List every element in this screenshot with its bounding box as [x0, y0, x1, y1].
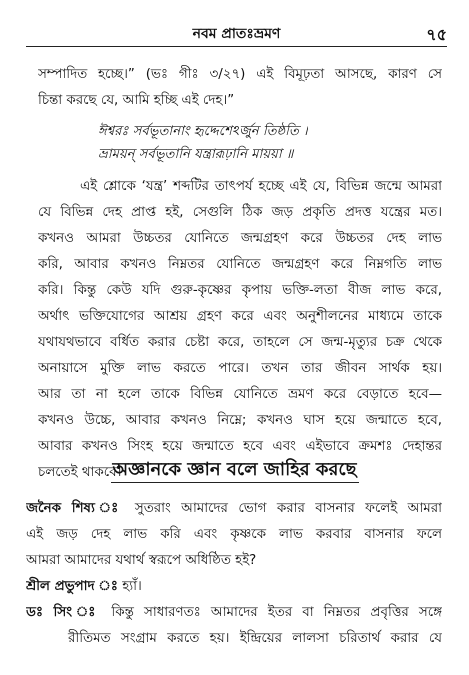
intro-line-1: সম্পাদিত হচ্ছে।” (ভঃ গীঃ ৩/২৭) এই বিমূঢ়তা আসছে, কারণ সে — [38, 67, 442, 82]
dialogue-line: রীতিমত সংগ্রাম করতে হয়। ইন্দ্রিয়ের লালসা চরিতার্থ করার যে — [68, 631, 442, 646]
intro-text — [38, 62, 442, 114]
speaker-prabhupada: শ্রীল প্রভুপাদ ঃ — [26, 579, 118, 594]
speaker-disciple: জনৈক শিষ্য ঃ — [26, 501, 125, 516]
running-header — [26, 22, 447, 47]
paragraph-line: অর্থাৎ ভক্তিযোগের আশ্রয় গ্রহণ করে এবং অনুশীলনের মাধ্যমে তাকে — [38, 309, 442, 324]
singh-text: কিন্তু সাধারণতঃ আমাদের ইতর বা নিম্নতর প্রবৃত্তির সঙ্গে — [111, 605, 442, 620]
sanskrit-verse — [98, 120, 308, 166]
dialogue-line-1 — [26, 496, 442, 522]
dialogue — [26, 496, 442, 652]
dialogue-line: আমরা আমাদের যথার্থ স্বরূপে অধিষ্ঠিত হই? — [26, 553, 257, 568]
disciple-text: সুতরাং আমাদের ভোগ করার বাসনার ফলেই আমরা — [134, 501, 442, 516]
paragraph-line: কখনও উচ্চে, আবার কখনও নিম্নে; কখনও ঘাস হয়ে জন্মাতে হবে, — [38, 413, 442, 428]
prabhupada-text: হ্যাঁ। — [122, 579, 142, 594]
paragraph-line: চলতেই থাকবে। — [38, 465, 122, 480]
speaker-dr-singh: ডঃ সিং ঃ — [26, 605, 102, 620]
paragraph-line: কখনও আমরা উচ্চতর যোনিতে জন্মগ্রহণ করে উচ্চতর দেহ লাভ — [38, 231, 442, 246]
dialogue-line: এই জড় দেহ লাভ করি এবং কৃষ্ণকে লাভ করবার বাসনার ফলে — [26, 527, 442, 542]
purport-paragraph — [38, 174, 442, 486]
section-heading: অজ্ঞানকে জ্ঞান বলে জাহির করছে — [0, 455, 469, 486]
paragraph-line: আবার কখনও সিংহ হয়ে জন্মাতে হবে এবং এইভাবে ক্রমশঃ দেহান্তর — [38, 439, 442, 454]
dialogue-line-prabhupada — [26, 574, 442, 600]
paragraph-line: করি। কিন্তু কেউ যদি গুরু-কৃষ্ণের কৃপায় ভক্তি-লতা বীজ লাভ করে, — [38, 283, 442, 298]
dialogue-line-singh — [26, 600, 442, 626]
paragraph-line: করি, আবার কখনও নিম্নতর যোনিতে জন্মগ্রহণ করে নিম্নগতি লাভ — [38, 257, 442, 272]
paragraph-line: এই শ্লোকে ‘যন্ত্র’ শব্দটির তাৎপর্য হচ্ছে এই যে, বিভিন্ন জন্মে আমরা — [80, 179, 442, 194]
intro-line-2: চিন্তা করছে যে, আমি হচ্ছি এই দেহ।” — [38, 93, 235, 108]
paragraph-line: আর তা না হলে তাকে বিভিন্ন যোনিতে ভ্রমণ করে বেড়াতে হবে— — [38, 387, 442, 402]
paragraph-line: যথাযথভাবে বর্ধিত করার চেষ্টা করে, তাহলে সে জন্ম-মৃত্যুর চক্র থেকে — [38, 335, 442, 350]
page-number: ৭৫ — [426, 25, 447, 44]
verse-line-2: ভ্রাময়ন্ সর্বভূতানি যন্ত্রারূঢ়ানি মায়য়া ॥ — [98, 147, 294, 162]
paragraph-line: অনায়াসে মুক্তি লাভ করতে পারে। তখন তার জীবন সার্থক হয়। — [38, 361, 442, 376]
paragraph-line: যে বিভিন্ন দেহ প্রাপ্ত হই, সেগুলি ঠিক জড় প্রকৃতি প্রদত্ত যন্ত্রের মত। — [38, 205, 442, 220]
chapter-title: নবম প্রাতঃভ্রমণ — [192, 26, 281, 42]
verse-line-1: ঈশ্বরঃ সর্বভূতানাং হৃদ্দেশেঽর্জুন তিষ্ঠতি । — [98, 124, 308, 139]
